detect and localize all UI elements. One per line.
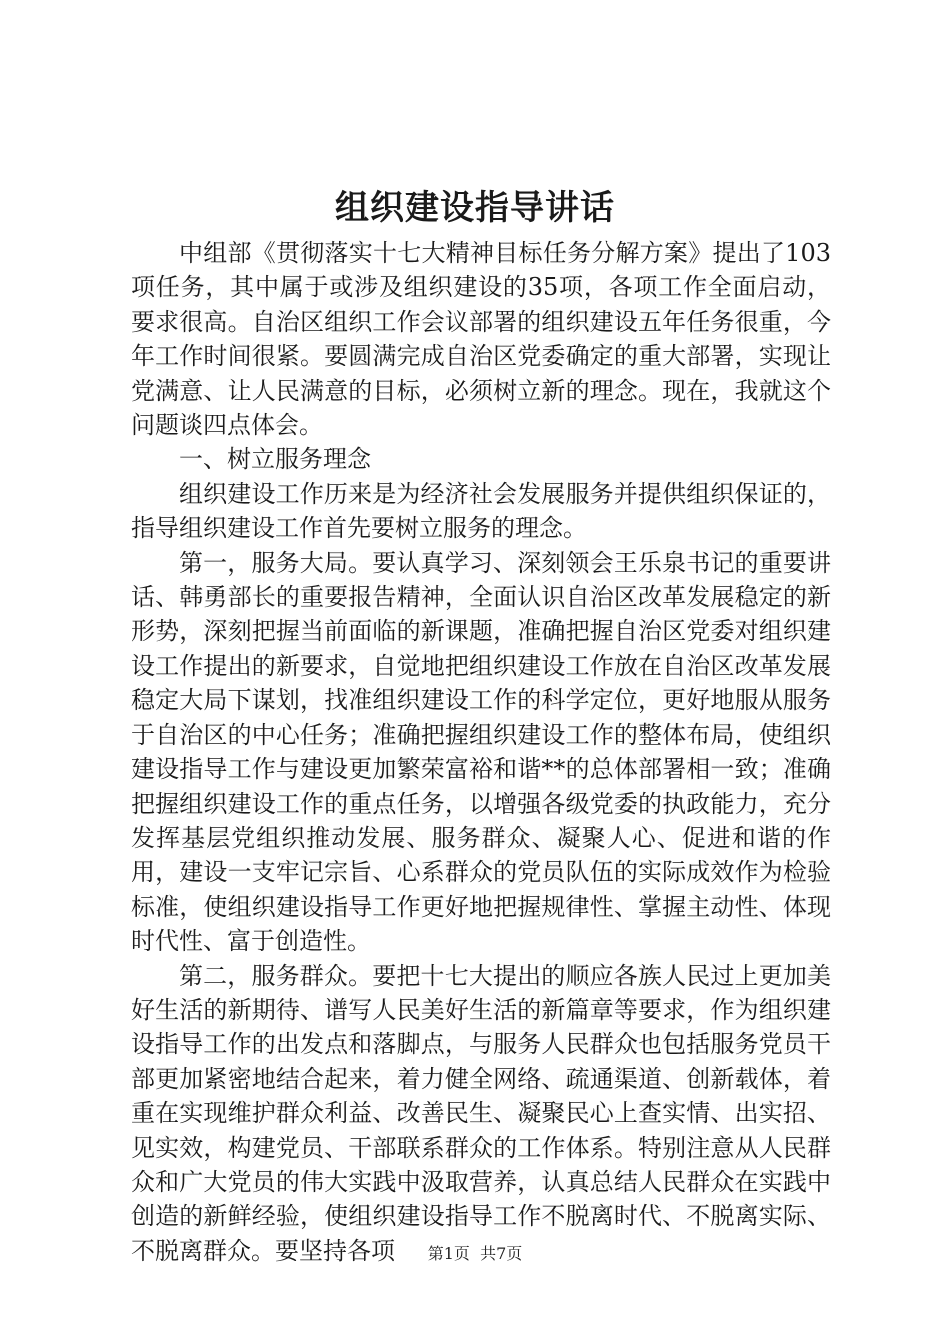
section-paragraph-3: 第二，服务群众。要把十七大提出的顺应各族人民过上更加美好生活的新期待、谱写人民美好生活的新篇章等要求，作为组织建设指导工作的出发点和落脚点，与服务人民群众也包括服务党员干部更加紧密地结合起来，着力健全网络、疏通渠道、创新载体，着重在实现维护群众利益、改善民生、凝聚民心上查实情、出实招、见实效，构建党员、干部联系群众的工作体系。特别注意从人民群众和广大党员的伟大实践中汲取营养，认真总结人民群众在实践中创造的新鲜经验，使组织建设指导工作不脱离时代、不脱离实际、不脱离群众。要坚持各项 [131, 961, 831, 1265]
section-heading: 一、树立服务理念 [179, 445, 371, 474]
document-title: 组织建设指导讲话 [335, 188, 615, 228]
section-paragraph-2: 第一，服务大局。要认真学习、深刻领会王乐泉书记的重要讲话、韩勇部长的重要报告精神，全面认识自治区改革发展稳定的新形势，深刻把握当前面临的新课题，准确把握自治区党委对组织建设工作提出的新要求，自觉地把组织建设工作放在自治区改革发展稳定大局下谋划，找准组织建设工作的科学定位，更好地服从服务于自治区的中心任务；准确把握组织建设工作的整体布局，使组织建设指导工作与建设更加繁荣富裕和谐**的总体部署相一致；准确把握组织建设工作的重点任务，以增强各级党委的执政能力，充分发挥基层党组织推动发展、服务群众、凝聚人心、促进和谐的作用，建设一支牢记宗旨、心系群众的党员队伍的实际成效作为检验标准，使组织建设指导工作更好地把握规律性、掌握主动性、体现时代性、富于创造性。 [131, 548, 831, 956]
intro-paragraph: 中组部《贯彻落实十七大精神目标任务分解方案》提出了103项任务，其中属于或涉及组织建设的35项，各项工作全面启动，要求很高。自治区组织工作会议部署的组织建设五年任务很重，今年工作时间很紧。要圆满完成自治区党委确定的重大部署，实现让党满意、让人民满意的目标，必须树立新的理念。现在，我就这个问题谈四点体会。 [131, 239, 831, 440]
page-number: 第1页 [427, 1244, 470, 1263]
page-footer [0, 1243, 950, 1265]
section-paragraph-1: 组织建设工作历来是为经济社会发展服务并提供组织保证的，指导组织建设工作首先要树立服务的理念。 [131, 479, 831, 543]
document-body [131, 236, 831, 1268]
total-pages: 共7页 [480, 1244, 523, 1263]
